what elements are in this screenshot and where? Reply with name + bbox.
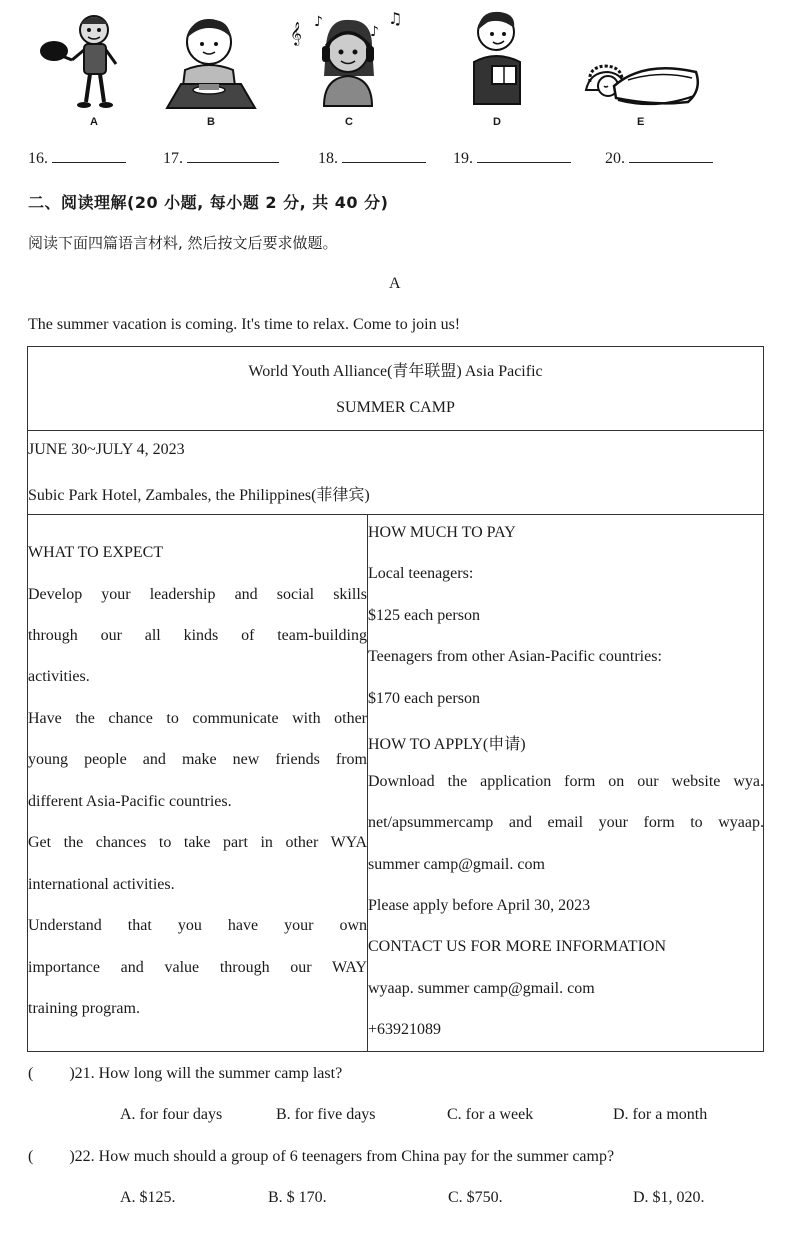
- answer-blanks: [0, 150, 794, 172]
- poster-header: [28, 347, 763, 431]
- option-22-b[interactable]: B. $ 170.: [268, 1189, 327, 1206]
- expect-line: Develop your leadership and social skills: [28, 586, 367, 603]
- child-sleeping-icon: [584, 50, 702, 115]
- other-price: $170 each person: [368, 690, 480, 707]
- boy-eating-icon: [163, 6, 259, 115]
- option-22-a[interactable]: A. $125.: [120, 1189, 176, 1206]
- expect-line: Get the chances to take part in other WYA: [28, 834, 367, 851]
- poster-organization: World Youth Alliance(青年联盟) Asia Pacific: [248, 363, 543, 380]
- expect-line: activities.: [28, 668, 90, 685]
- answer-blank-16[interactable]: 16.: [28, 150, 126, 168]
- svg-text:♪: ♪: [370, 24, 379, 40]
- apply-line: Download the application form on our website wya.: [368, 773, 764, 790]
- expect-line: training program.: [28, 1000, 140, 1017]
- expect-line: importance and value through our WAY: [28, 959, 367, 976]
- answer-blank-17[interactable]: 17.: [163, 150, 279, 168]
- svg-text:♫: ♫: [388, 9, 403, 28]
- girl-listening-music-icon: [288, 6, 408, 119]
- question-22: [28, 1148, 614, 1166]
- svg-text:𝄞: 𝄞: [290, 21, 302, 45]
- question-21-text: )21. How long will the summer camp last?: [69, 1065, 343, 1082]
- poster-details: [28, 430, 763, 515]
- local-price: $125 each person: [368, 607, 480, 624]
- poster-location: Subic Park Hotel, Zambales, the Philippines(菲律宾): [28, 487, 370, 504]
- instructions: 阅读下面四篇语言材料, 然后按文后要求做题。: [28, 234, 338, 252]
- contact-heading: CONTACT US FOR MORE INFORMATION: [368, 938, 667, 955]
- contact-phone: +63921089: [368, 1021, 442, 1038]
- expect-line: Have the chance to communicate with other: [28, 710, 367, 727]
- option-21-a[interactable]: A. for four days: [120, 1106, 223, 1123]
- other-teenagers-label: Teenagers from other Asian-Pacific countries:: [368, 648, 662, 665]
- answer-paren[interactable]: (: [28, 1065, 34, 1082]
- option-22-d[interactable]: D. $1, 020.: [633, 1189, 705, 1206]
- poster-dates: JUNE 30~JULY 4, 2023: [28, 441, 185, 458]
- picture-label-a: A: [90, 116, 98, 128]
- expect-line: different Asia-Pacific countries.: [28, 793, 232, 810]
- picture-label-e: E: [637, 116, 645, 128]
- passage-label: A: [389, 275, 401, 292]
- boy-table-tennis-icon: [36, 6, 126, 119]
- expect-line: Understand that you have your own: [28, 917, 367, 934]
- answer-blank-18[interactable]: 18.: [318, 150, 426, 168]
- answer-paren[interactable]: (: [28, 1148, 34, 1165]
- answer-blank-20[interactable]: 20.: [605, 150, 713, 168]
- question-22-text: )22. How much should a group of 6 teenagers from China pay for the summer camp?: [69, 1148, 615, 1165]
- picture-row: [0, 0, 794, 140]
- apply-heading: HOW TO APPLY(申请): [368, 736, 526, 753]
- expect-line: international activities.: [28, 876, 175, 893]
- option-21-b[interactable]: B. for five days: [276, 1106, 376, 1123]
- section-heading: 二、阅读理解(20 小题, 每小题 2 分, 共 40 分): [28, 193, 389, 212]
- option-22-c[interactable]: C. $750.: [448, 1189, 503, 1206]
- camp-poster-table: [27, 346, 764, 1052]
- option-21-c[interactable]: C. for a week: [447, 1106, 534, 1123]
- picture-label-b: B: [207, 116, 215, 128]
- apply-deadline: Please apply before April 30, 2023: [368, 897, 591, 914]
- pay-heading: HOW MUCH TO PAY: [368, 524, 516, 541]
- svg-text:♪: ♪: [314, 14, 323, 30]
- expect-line: through our all kinds of team-building: [28, 627, 367, 644]
- passage-intro: The summer vacation is coming. It's time to relax. Come to join us!: [28, 316, 461, 333]
- picture-label-c: C: [345, 116, 353, 128]
- answer-blank-19[interactable]: 19.: [453, 150, 571, 168]
- picture-label-d: D: [493, 116, 501, 128]
- poster-title: SUMMER CAMP: [336, 399, 455, 416]
- option-21-d[interactable]: D. for a month: [613, 1106, 708, 1123]
- boy-reading-icon: [462, 6, 534, 115]
- local-teenagers-label: Local teenagers:: [368, 565, 474, 582]
- contact-email: wyaap. summer camp@gmail. com: [368, 980, 595, 997]
- question-21: [28, 1065, 342, 1083]
- apply-line: net/apsummercamp and email your form to wyaap.: [368, 814, 764, 831]
- apply-email: summer camp@gmail. com: [368, 856, 545, 873]
- expect-heading: WHAT TO EXPECT: [28, 544, 164, 561]
- expect-line: young people and make new friends from: [28, 751, 367, 768]
